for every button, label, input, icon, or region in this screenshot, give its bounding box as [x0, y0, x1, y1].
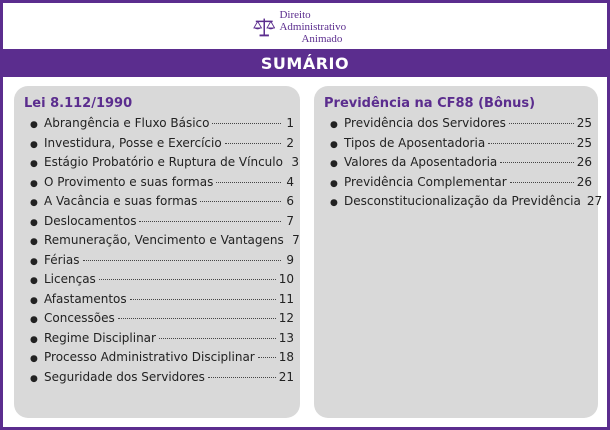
bullet-dot-icon: ● [30, 276, 38, 286]
title-banner [0, 49, 610, 77]
toc-item [330, 175, 592, 195]
bullet-dot-icon: ● [330, 159, 338, 169]
page-title: SUMÁRIO [260, 53, 350, 73]
toc-item-label: Regime Disciplinar [44, 330, 156, 345]
right-panel [314, 86, 603, 418]
toc-item-page: 12 [278, 311, 294, 325]
toc-item-page: 11 [278, 291, 294, 306]
toc-item [30, 194, 294, 214]
toc-item [30, 116, 294, 136]
dot-leader [488, 143, 574, 144]
dot-leader [159, 338, 276, 339]
toc-item-label: Concessões [44, 311, 115, 325]
toc-item-label: A Vacância e suas formas [44, 194, 198, 208]
toc-item-page: 7 [292, 233, 300, 247]
toc-item [30, 350, 294, 370]
toc-item-label: Investidura, Posse e Exercício [44, 135, 222, 150]
dot-leader [99, 279, 276, 280]
toc-item-label: Deslocamentos [44, 213, 137, 228]
dot-leader [212, 123, 281, 124]
toc-item-label: Tipos de Aposentadoria [344, 135, 486, 150]
toc-item-page: 25 [576, 116, 592, 130]
toc-item-label: Férias [44, 252, 80, 267]
bullet-dot-icon: ● [30, 217, 38, 228]
toc-item-label: Abrangência e Fluxo Básico [44, 116, 210, 130]
bullet-dot-icon: ● [30, 373, 38, 384]
left-panel-title: Lei 8.112/1990 [24, 96, 133, 111]
toc-item [330, 116, 592, 136]
toc-item [30, 272, 294, 292]
left-toc-list [30, 116, 300, 389]
toc-item-label: O Provimento e suas formas [44, 174, 214, 189]
logo-text-line1: Direito Administrativo [279, 9, 347, 33]
toc-item-label: Previdência dos Servidores [344, 116, 506, 130]
toc-item [330, 155, 592, 175]
toc-item-page: 21 [278, 369, 294, 384]
dot-leader [258, 357, 276, 358]
logo [253, 11, 373, 43]
left-panel [14, 86, 300, 418]
dot-leader [139, 221, 281, 222]
toc-item-page: 6 [286, 194, 294, 208]
bullet-dot-icon: ● [30, 139, 38, 150]
dot-leader [118, 318, 276, 319]
toc-item [30, 175, 294, 195]
toc-item [330, 194, 603, 214]
logo-text-line2: Animado [301, 33, 343, 45]
bullet-dot-icon: ● [30, 256, 38, 267]
dot-leader [130, 299, 276, 300]
bullet-dot-icon: ● [330, 198, 338, 208]
toc-item-label: Afastamentos [44, 291, 127, 306]
toc-item [30, 311, 294, 331]
toc-item [330, 136, 592, 156]
toc-item [30, 370, 294, 390]
toc-item [30, 292, 294, 312]
bullet-dot-icon: ● [30, 237, 38, 247]
toc-item-label: Desconstitucionalização da Previdência [344, 194, 581, 208]
bullet-dot-icon: ● [30, 198, 38, 208]
toc-item-page: 7 [286, 213, 294, 228]
toc-item-page: 27 [586, 194, 603, 208]
toc-item-label: Licenças [44, 272, 96, 286]
dot-leader [500, 162, 573, 163]
toc-item-label: Estágio Probatório e Ruptura de Vínculo [44, 155, 283, 169]
dot-leader [216, 182, 281, 183]
toc-item [30, 253, 294, 273]
bullet-dot-icon: ● [330, 120, 338, 130]
toc-item-label: Seguridade dos Servidores [44, 369, 205, 384]
bullet-dot-icon: ● [30, 354, 38, 364]
toc-item-page: 2 [286, 135, 294, 150]
bullet-dot-icon: ● [330, 139, 338, 150]
toc-item-page: 18 [278, 350, 294, 364]
toc-item-page: 26 [576, 174, 592, 189]
toc-item-page: 3 [291, 155, 299, 169]
dot-leader [225, 143, 281, 144]
toc-item-label: Previdência Complementar [344, 174, 507, 189]
scales-of-justice-icon [253, 15, 275, 39]
bullet-dot-icon: ● [30, 120, 38, 130]
dot-leader [510, 182, 574, 183]
bullet-dot-icon: ● [30, 159, 38, 169]
toc-item-page: 9 [286, 252, 294, 267]
right-toc-list [330, 116, 603, 214]
dot-leader [200, 201, 281, 202]
toc-item-page: 13 [278, 330, 294, 345]
dot-leader [509, 123, 574, 124]
toc-item-label: Valores da Aposentadoria [344, 155, 498, 169]
toc-item-label: Processo Administrativo Disciplinar [44, 350, 255, 364]
toc-item [30, 155, 299, 175]
toc-item-label: Remuneração, Vencimento e Vantagens [44, 233, 284, 247]
bullet-dot-icon: ● [30, 334, 38, 345]
toc-item-page: 26 [576, 155, 592, 169]
bullet-dot-icon: ● [30, 295, 38, 306]
dot-leader [208, 377, 276, 378]
toc-item-page: 25 [576, 135, 592, 150]
bullet-dot-icon: ● [330, 178, 338, 189]
bullet-dot-icon: ● [30, 315, 38, 325]
toc-item [30, 233, 300, 253]
bullet-dot-icon: ● [30, 178, 38, 189]
right-panel-title: Previdência na CF88 (Bônus) [324, 96, 536, 111]
toc-item [30, 136, 294, 156]
dot-leader [83, 260, 281, 261]
toc-item [30, 214, 294, 234]
toc-item-page: 1 [286, 116, 294, 130]
toc-item-page: 10 [278, 272, 294, 286]
toc-item [30, 331, 294, 351]
toc-item-page: 4 [286, 174, 294, 189]
